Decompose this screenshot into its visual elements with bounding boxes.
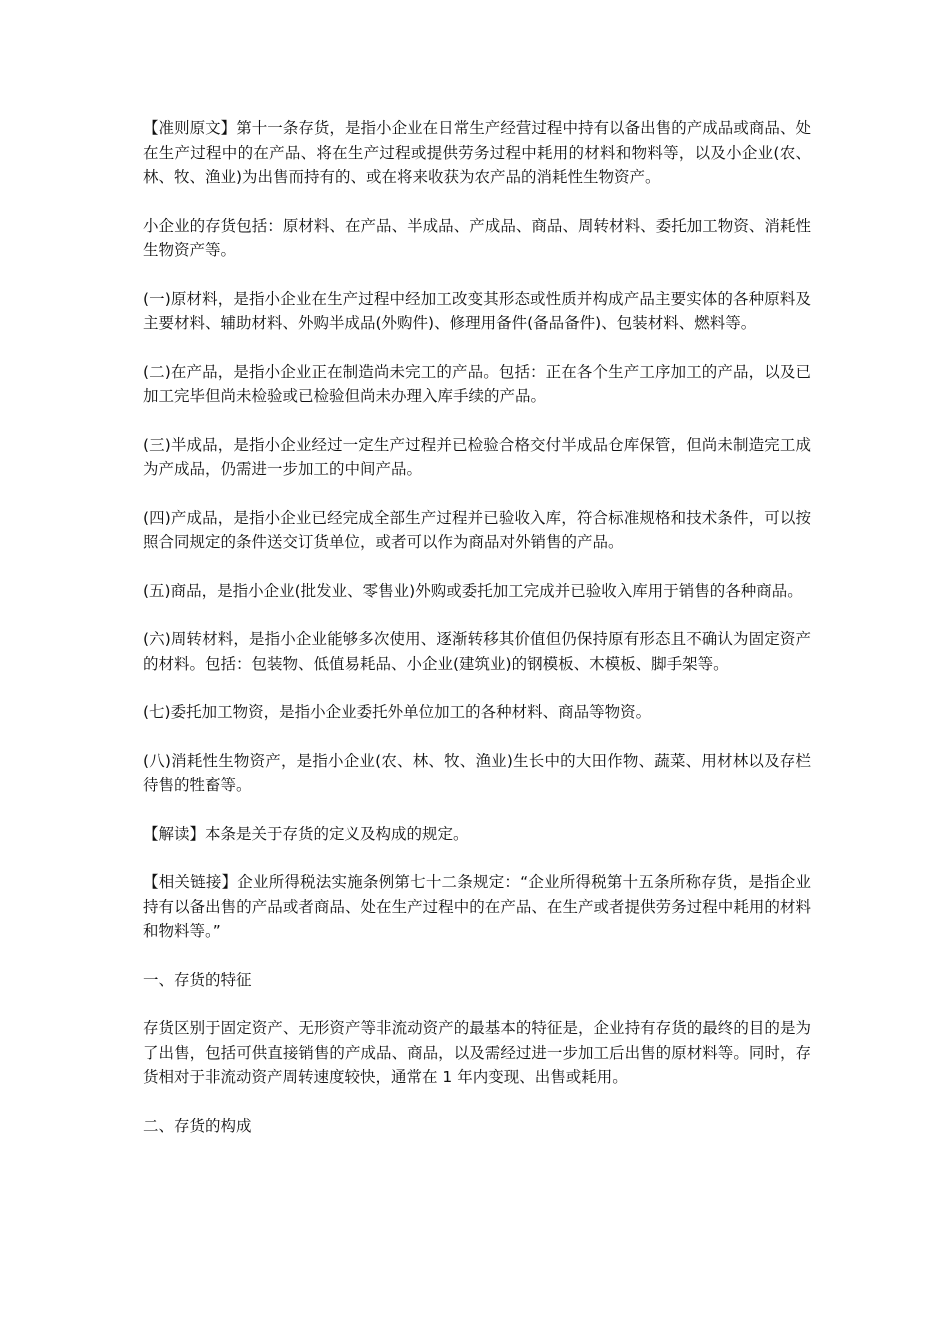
paragraph-biological-assets: (八)消耗性生物资产，是指小企业(农、林、牧、渔业)生长中的大田作物、蔬菜、用材林以及存栏待售的牲畜等。 (143, 751, 811, 794)
section-heading-characteristics: 一、存货的特征 (143, 970, 252, 989)
paragraph-work-in-process: (二)在产品，是指小企业正在制造尚未完工的产品。包括：正在各个生产工序加工的产品，以及已加工完毕但尚未检验或已检验但尚未办理入库手续的产品。 (143, 362, 811, 405)
paragraph-merchandise: (五)商品，是指小企业(批发业、零售业)外购或委托加工完成并已验收入库用于销售的各种商品。 (143, 581, 803, 600)
paragraph-characteristics: 存货区别于固定资产、无形资产等非流动资产的最基本的特征是，企业持有存货的最终的目的是为了出售，包括可供直接销售的产成品、商品，以及需经过进一步加工后出售的原材料等。同时，存货相对于非流动资产周转速度较快，通常在 1 年内变现、出售或耗用。 (143, 1019, 811, 1086)
document-page (143, 116, 811, 1162)
paragraph-interpretation: 【解读】本条是关于存货的定义及构成的规定。 (143, 824, 469, 843)
paragraph-processing-materials: (七)委托加工物资，是指小企业委托外单位加工的各种材料、商品等物资。 (143, 703, 652, 721)
section-heading-composition: 二、存货的构成 (143, 1116, 252, 1135)
paragraph-standard-text: 【准则原文】第十一条存货，是指小企业在日常生产经营过程中持有以备出售的产成品或商品、处在生产过程中的在产品、将在生产过程或提供劳务过程中耗用的材料和物料等，以及小企业(农、林、牧、渔业)为出售而持有的、或在将来收获为农产品的消耗性生物资产。 (143, 119, 811, 186)
paragraph-turnover-materials: (六)周转材料，是指小企业能够多次使用、逐渐转移其价值但仍保持原有形态且不确认为固定资产的材料。包括：包装物、低值易耗品、小企业(建筑业)的钢模板、木模板、脚手架等。 (143, 630, 811, 673)
paragraph-finished-goods: (四)产成品，是指小企业已经完成全部生产过程并已验收入库，符合标准规格和技术条件，可以按照合同规定的条件送交订货单位，或者可以作为商品对外销售的产品。 (143, 508, 811, 551)
paragraph-inventory-includes: 小企业的存货包括：原材料、在产品、半成品、产成品、商品、周转材料、委托加工物资、消耗性生物资产等。 (143, 216, 811, 259)
paragraph-related-link: 【相关链接】企业所得税法实施条例第七十二条规定：“企业所得税第十五条所称存货，是指企业持有以备出售的产品或者商品、处在生产过程中的在产品、在生产或者提供劳务过程中耗用的材料和物料等。” (143, 873, 811, 940)
paragraph-semi-finished: (三)半成品，是指小企业经过一定生产过程并已检验合格交付半成品仓库保管，但尚未制造完工成为产成品，仍需进一步加工的中间产品。 (143, 435, 811, 478)
paragraph-raw-materials: (一)原材料，是指小企业在生产过程中经加工改变其形态或性质并构成产品主要实体的各种原料及主要材料、辅助材料、外购半成品(外购件)、修理用备件(备品备件)、包装材料、燃料等。 (143, 289, 811, 332)
